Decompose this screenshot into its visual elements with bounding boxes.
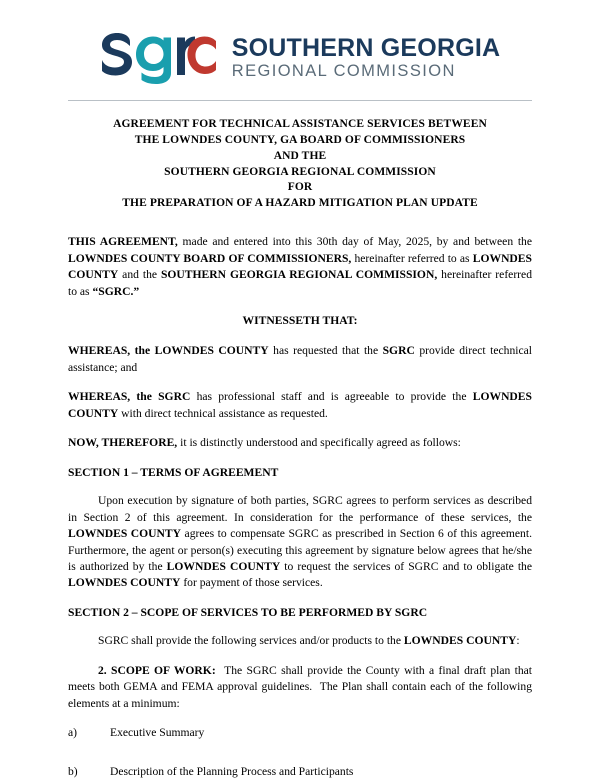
section-1-heading: SECTION 1 – TERMS OF AGREEMENT [68,465,279,479]
sgrc-logo-mark-icon [100,30,218,84]
section-2-paragraph: SGRC shall provide the following services and/or products to the LOWNDES COUNTY: [98,634,520,648]
organization-logo [68,0,532,100]
list-item-label: Description of the Planning Process and Participants [110,764,354,778]
list-item-marker: b) [68,764,78,778]
list-item [68,764,532,780]
document-title-line3: AND THE [273,149,327,162]
document-title-line4: SOUTHERN GEORGIA REGIONAL COMMISSION [164,165,436,178]
list-item-marker: a) [68,726,78,740]
list-item-label: Executive Summary [110,726,205,740]
organization-name-line2: REGIONAL COMMISSION [231,62,456,81]
header-divider [68,100,532,101]
now-therefore-paragraph: NOW, THEREFORE, it is distinctly understood and specifically agreed as follows: [68,436,461,450]
witnesseth-heading: WITNESSETH THAT: [242,313,358,327]
document-title-line5: FOR [287,181,313,194]
list-item [68,725,532,741]
organization-name-line1: SOUTHERN GEORGIA [231,33,501,62]
document-title-line6: THE PREPARATION OF A HAZARD MITIGATION PLAN UPDATE [122,197,478,210]
section-1-paragraph: Upon execution by signature of both parties, SGRC agrees to perform services as described in Section 2 of this agreement. In consideration for the performance of these services, the LOWNDES COUNTY agrees to compensate SGRC as prescribed in Section 6 of this agreement. Furthermore, the agent or person(s) executing this agreement by signature below agrees that he/she is authorized by the LOWNDES COUNTY to request the services of SGRC and to obligate the LOWNDES COUNTY for payment of those services. [68,494,533,590]
document-title [68,117,532,212]
whereas-paragraph-2: WHEREAS, the SGRC has professional staff and is agreeable to provide the LOWNDES COUNTY with direct technical assistance as requested. [68,390,532,420]
document-title-line1: AGREEMENT FOR TECHNICAL ASSISTANCE SERVICES BETWEEN [113,118,487,130]
section-2-heading: SECTION 2 – SCOPE OF SERVICES TO BE PERFORMED BY SGRC [68,605,428,619]
document-title-line2: THE LOWNDES COUNTY, GA BOARD OF COMMISSIONERS [134,133,466,146]
whereas-paragraph-1: WHEREAS, the LOWNDES COUNTY has requested that the SGRC provide direct technical assistance; and [68,344,532,374]
scope-of-work-paragraph: 2. SCOPE OF WORK: The SGRC shall provide the County with a final draft plan that meets both GEMA and FEMA approval guidelines. The Plan shall contain each of the following elements at a minimum: [68,663,532,710]
organization-name [232,34,501,80]
document-body [68,234,532,780]
agreement-intro-paragraph: THIS AGREEMENT, made and entered into this 30th day of May, 2025, by and between the LOWNDES COUNTY BOARD OF COMMISSIONERS, hereinafter referred to as LOWNDES COUNTY and the SOUTHERN GEORGIA REGIONAL COMMISSION, hereinafter referred to as “SGRC.” [68,235,532,298]
